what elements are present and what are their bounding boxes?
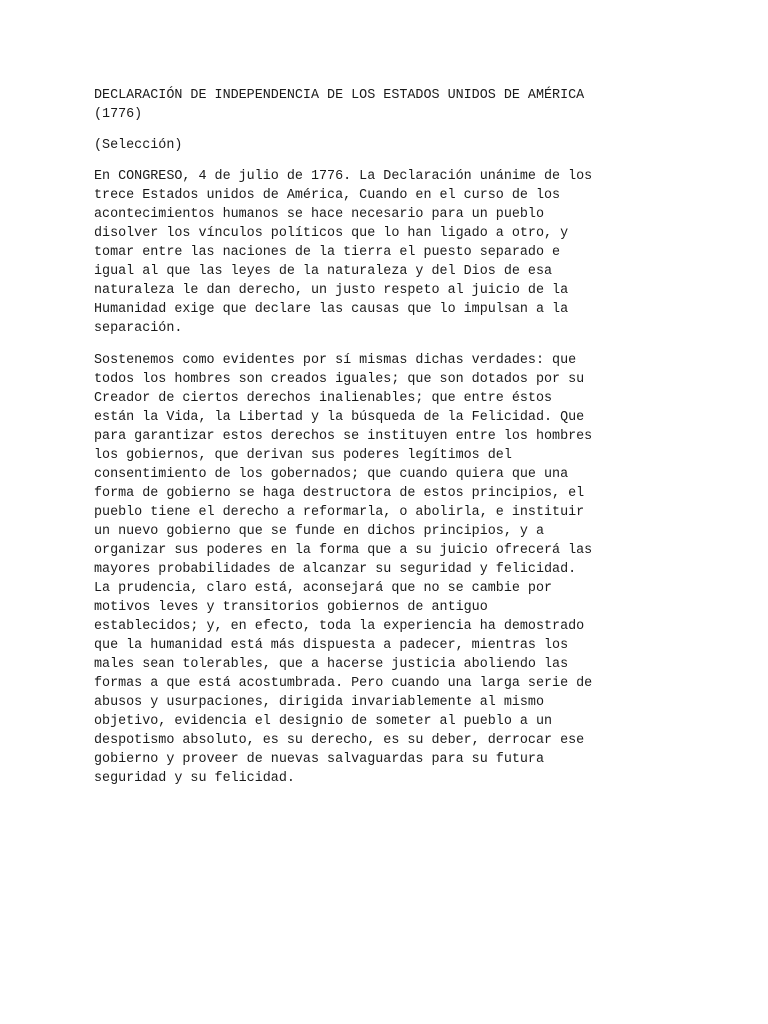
paragraph-line: un nuevo gobierno que se funde en dichos principios, y a: [94, 524, 544, 539]
paragraph-line: trece Estados unidos de América, Cuando en el curso de los: [94, 188, 561, 203]
paragraph-line: igual al que las leyes de la naturaleza y del Dios de esa: [94, 264, 553, 279]
paragraph-line: separación.: [94, 321, 183, 336]
paragraph-line: para garantizar estos derechos se instituyen entre los hombres: [94, 429, 593, 444]
title-line: (1776): [94, 107, 143, 122]
paragraph-line: los gobiernos, que derivan sus poderes legítimos del: [94, 448, 512, 463]
paragraph-2: [94, 351, 684, 788]
paragraph-line: gobierno y proveer de nuevas salvaguardas para su futura: [94, 752, 544, 767]
paragraph-line: Creador de ciertos derechos inalienables; que entre éstos: [94, 391, 553, 406]
paragraph-line: formas a que está acostumbrada. Pero cuando una larga serie de: [94, 676, 593, 691]
paragraph-line: que la humanidad está más dispuesta a padecer, mientras los: [94, 638, 569, 653]
paragraph-line: están la Vida, la Libertad y la búsqueda de la Felicidad. Que: [94, 410, 585, 425]
paragraph-line: motivos leves y transitorios gobiernos de antiguo: [94, 600, 488, 615]
subtitle-line: (Selección): [94, 138, 183, 153]
paragraph-line: acontecimientos humanos se hace necesario para un pueblo: [94, 207, 544, 222]
paragraph-line: objetivo, evidencia el designio de someter al pueblo a un: [94, 714, 553, 729]
paragraph-line: En CONGRESO, 4 de julio de 1776. La Declaración unánime de los: [94, 169, 593, 184]
paragraph-line: pueblo tiene el derecho a reformarla, o abolirla, e instituir: [94, 505, 585, 520]
paragraph-line: establecidos; y, en efecto, toda la experiencia ha demostrado: [94, 619, 585, 634]
paragraph-line: disolver los vínculos políticos que lo han ligado a otro, y: [94, 226, 569, 241]
paragraph-line: todos los hombres son creados iguales; que son dotados por su: [94, 372, 585, 387]
paragraph-line: tomar entre las naciones de la tierra el puesto separado e: [94, 245, 561, 260]
paragraph-line: forma de gobierno se haga destructora de estos principios, el: [94, 486, 585, 501]
paragraph-line: Humanidad exige que declare las causas que lo impulsan a la: [94, 302, 569, 317]
paragraph-1: [94, 167, 684, 338]
paragraph-line: consentimiento de los gobernados; que cuando quiera que una: [94, 467, 569, 482]
paragraph-line: despotismo absoluto, es su derecho, es su deber, derrocar ese: [94, 733, 585, 748]
paragraph-line: Sostenemos como evidentes por sí mismas dichas verdades: que: [94, 353, 577, 368]
paragraph-line: seguridad y su felicidad.: [94, 771, 295, 786]
document-title: [94, 86, 684, 124]
paragraph-line: mayores probabilidades de alcanzar su seguridad y felicidad.: [94, 562, 577, 577]
paragraph-line: abusos y usurpaciones, dirigida invariablemente al mismo: [94, 695, 544, 710]
paragraph-line: organizar sus poderes en la forma que a su juicio ofrecerá las: [94, 543, 593, 558]
document-subtitle: [94, 136, 684, 155]
paragraph-line: La prudencia, claro está, aconsejará que no se cambie por: [94, 581, 553, 596]
paragraph-line: males sean tolerables, que a hacerse justicia aboliendo las: [94, 657, 569, 672]
paragraph-line: naturaleza le dan derecho, un justo respeto al juicio de la: [94, 283, 569, 298]
title-line: DECLARACIÓN DE INDEPENDENCIA DE LOS ESTADOS UNIDOS DE AMÉRICA: [94, 88, 585, 103]
